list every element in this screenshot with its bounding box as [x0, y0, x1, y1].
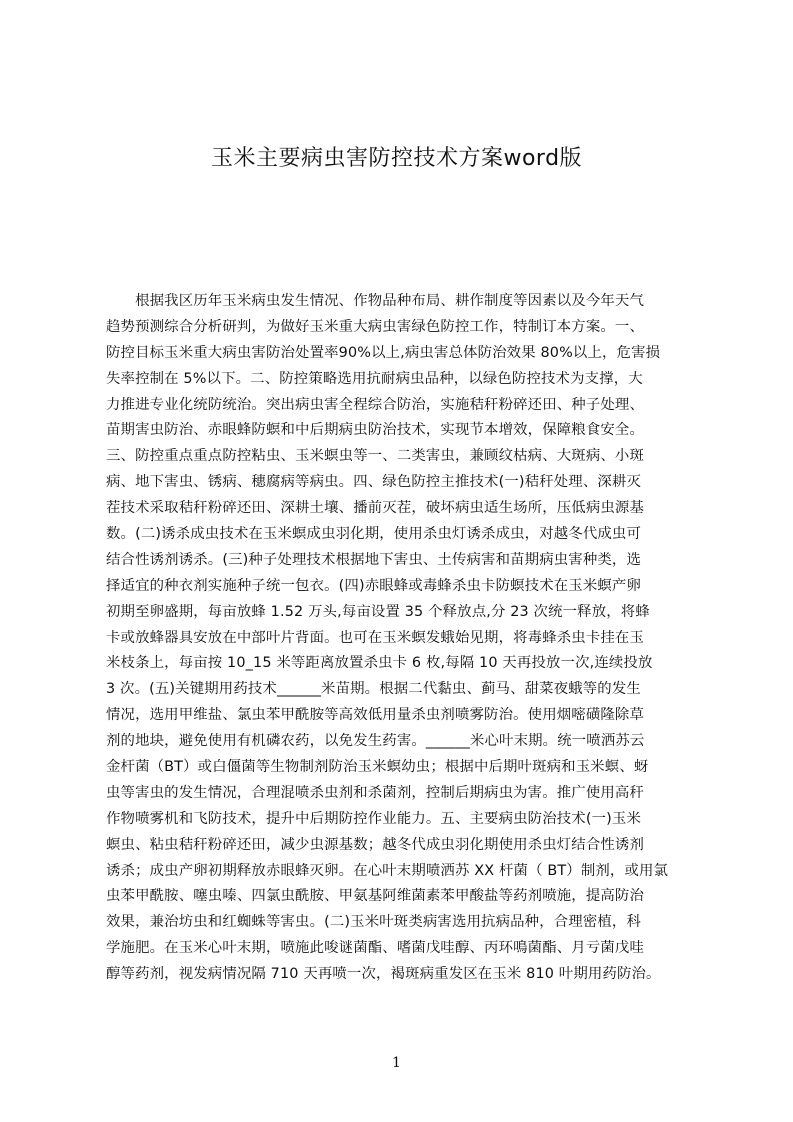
body-line: 卡或放蜂器具安放在中部叶片背面。也可在玉米螟发蛾始见期，将毒蜂杀虫卡挂在玉 [106, 629, 645, 646]
body-line: 失率控制在 5%以下。二、防控策略选用抗耐病虫品种，以绿色防控技术为支撑，大 [106, 370, 643, 387]
body-line: 茬技术采取秸秆粉碎还田、深耕土壤、播前灭茬，破坏病虫适生场所，压低病虫源基 [106, 500, 645, 517]
body-line: 防控目标玉米重大病虫害防治处置率90%以上,病虫害总体防治效果 80%以上，危害损 [106, 344, 661, 361]
body-line: 力推进专业化统防统治。突出病虫害全程综合防治，实施秸秆粉碎还田、种子处理、 [106, 396, 645, 413]
body-line: 作物喷雾机和飞防技术，提升中后期防控作业能力。五、主要病虫防治技术(一)玉米 [106, 810, 641, 827]
body-line: 效果，兼治坊虫和红蜘蛛等害虫。(二)玉米叶斑类病害选用抗病品种，合理密植，科 [106, 914, 641, 931]
body-line: 择适宜的种衣剂实施种子统一包衣。(四)赤眼蜂或毒蜂杀虫卡防螟技术在玉米螟产卵 [106, 577, 641, 594]
body-line: 病、地下害虫、锈病、穗腐病等病虫。四、绿色防控主推技术(一)秸秆处理、深耕灭 [106, 474, 641, 491]
body-line: 虫等害虫的发生情况，合理混喷杀虫剂和杀菌剂，控制后期病虫为害。推广使用高秆 [106, 784, 645, 801]
body-line: 3 次。(五)关键期用药技术______米苗期。根据二代黏虫、蓟马、甜菜夜蛾等的发生 [106, 681, 641, 698]
body-line: 米枝条上，每亩按 10_15 米等距离放置杀虫卡 6 枚,每隔 10 天再投放一次,连续投放 [106, 655, 653, 672]
body-line: 剂的地块，避免使用有机磷农药，以免发生药害。______米心叶末期。统一喷洒苏云 [106, 733, 645, 750]
body-line: 苗期害虫防治、赤眼蜂防螟和中后期病虫防治技术，实现节本增效，保障粮食安全。 [106, 422, 645, 439]
body-line: 数。(二)诱杀成虫技术在玉米螟成虫羽化期，使用杀虫灯诱杀成虫，对越冬代成虫可 [106, 526, 641, 543]
body-line: 三、防控重点重点防控粘虫、玉米螟虫等一、二类害虫，兼顾纹枯病、大斑病、小斑 [106, 448, 645, 465]
page-number: 1 [392, 1055, 401, 1071]
document-body [106, 289, 698, 1009]
body-line: 根据我区历年玉米病虫发生情况、作物品种布局、耕作制度等因素以及今年天气 [106, 293, 645, 309]
body-line: 醇等药剂，视发病情况隔 710 天再喷一次，褐斑病重发区在玉米 810 叶期用药防治。 [106, 966, 661, 983]
body-line: 学施肥。在玉米心叶末期，喷施此唆谜菌酯、嗜菌戊哇醇、丙环鳴菌酯、月亏菌戊哇 [106, 940, 645, 957]
body-line: 诱杀；成虫产卵初期释放赤眼蜂灭卵。在心叶末期喷洒苏 XX 杆菌（ BT）制剂，或用氯 [106, 862, 669, 879]
body-line: 结合性诱剂诱杀。(三)种子处理技术根据地下害虫、土传病害和苗期病虫害种类，选 [106, 551, 641, 568]
body-line: 情况，选用甲维盐、氯虫苯甲酰胺等高效低用量杀虫剂喷雾防治。使用烟嘧磺隆除草 [106, 707, 645, 724]
body-line: 虫苯甲酰胺、噻虫嗪、四氯虫酰胺、甲氨基阿维菌素苯甲酸盐等药剂喷施，提高防治 [106, 888, 645, 905]
body-line: 螟虫、粘虫秸秆粉碎还田，减少虫源基数；越冬代成虫羽化期使用杀虫灯结合性诱剂 [106, 836, 645, 853]
body-line: 趋势预测综合分析研判，为做好玉米重大病虫害绿色防控工作，特制订本方案。一、 [106, 318, 645, 335]
document-title: 玉米主要病虫害防控技术方案word版 [210, 146, 583, 171]
body-line: 初期至卵盛期，每亩放蜂 1.52 万头,每亩设置 35 个释放点,分 23 次统一释放，将蜂 [106, 603, 650, 620]
body-line: 金杆菌（BT）或白僵菌等生物制剂防治玉米螟幼虫；根据中后期叶斑病和玉米螟、蚜 [106, 759, 649, 776]
